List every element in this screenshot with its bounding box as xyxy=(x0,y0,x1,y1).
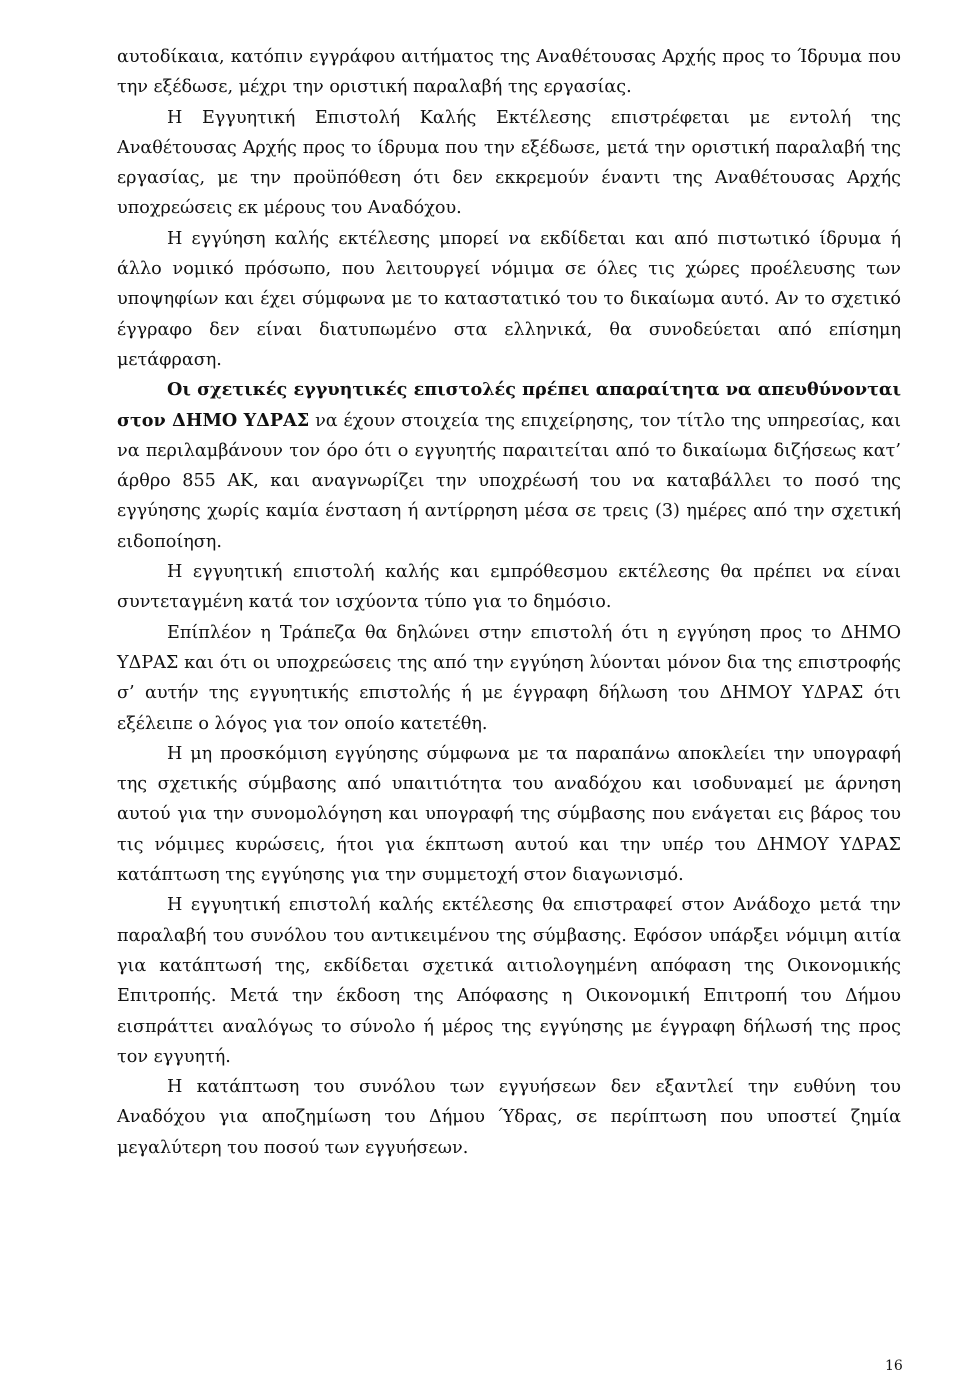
paragraph-continuation: αυτοδίκαια, κατόπιν εγγράφου αιτήματος της Αναθέτουσας Αρχής προς το Ίδρυμα που την εξέδωσε, μέχρι την οριστική παραλαβή της εργασίας. xyxy=(117,47,901,98)
paragraph-guarantee-issuer: Η εγγύηση καλής εκτέλεσης μπορεί να εκδίδεται και από πιστωτικό ίδρυμα ή άλλο νομικό πρόσωπο, που λειτουργεί νόμιμα σε όλες τις χώρες προέλευσης των υποψηφίων και έχει σύμφωνα με το καταστατικό του το δικαίωμα αυτό. Αν το σχετικό έγγραφο δεν είναι διατυπωμένο στα ελληνικά, θα συνοδεύεται από επίσημη μετάφραση. xyxy=(117,228,901,370)
paragraph-guarantee-addressee xyxy=(117,375,901,557)
paragraph-bank-declaration: Επίπλέον η Τράπεζα θα δηλώνει στην επιστολή ότι η εγγύηση προς το ΔΗΜΟ ΥΔΡΑΣ και ότι οι υποχρεώσεις της από την εγγύηση λύονται μόνον δια της επιστροφής σ’ αυτήν της εγγυητικής επιστολής ή με έγγραφη δήλωση του ΔΗΜΟΥ ΥΔΡΑΣ ότι εξέλειπε ο λόγος για τον οποίο κατετέθη. xyxy=(117,622,901,734)
paragraph-guarantee-format: Η εγγυητική επιστολή καλής και εμπρόθεσμου εκτέλεσης θα πρέπει να είναι συντεταγμένη κατά τον ισχύοντα τύπο για το δημόσιο. xyxy=(117,562,901,613)
paragraph-non-submission: Η μη προσκόμιση εγγύησης σύμφωνα με τα παραπάνω αποκλείει την υπογραφή της σχετικής σύμβασης από υπαιτιότητα του αναδόχου και ισοδυναμεί με άρνηση αυτού για την συνομολόγηση και υπογραφή της σύμβασης που ενάγεται εις βάρος του τις νόμιμες κυρώσεις, ήτοι για έκπτωση αυτού και την υπέρ του ΔΗΜΟΥ ΥΔΡΑΣ κατάπτωση της εγγύησης για την συμμετοχή στον διαγωνισμό. xyxy=(117,743,901,886)
document-page xyxy=(117,42,901,1163)
paragraph-text: να έχουν στοιχεία της επιχείρησης, τον τίτλο της υπηρεσίας, και να περιλαμβάνουν τον όρο ότι ο εγγυητής παραιτείται από το δικαίωμα διζήσεως κατ’ άρθρο 855 ΑΚ, και αναγνωρίζει την υποχρέωσή του να καταβάλλει το ποσό της εγγύησης χωρίς καμία ένσταση ή αντίρρηση μέσα σε τρεις (3) ημέρες από την σχετική ειδοποίηση. xyxy=(117,410,901,552)
paragraph-guarantee-return: Η Εγγυητική Επιστολή Καλής Εκτέλεσης επιστρέφεται με εντολή της Αναθέτουσας Αρχής προς το ίδρυμα που την εξέδωσε, μετά την οριστική παραλαβή της εργασίας, με την προϋπόθεση ότι δεν εκκρεμούν έναντι της Αναθέτουσας Αρχής υποχρεώσεις εκ μέρους του Αναδόχου. xyxy=(117,107,901,219)
bold-emphasis: Οι σχετικές εγγυητικές επιστολές πρέπει απαραίτητα να απευθύνονται στον ΔΗΜΟ ΥΔΡΑΣ xyxy=(117,379,901,431)
paragraph-guarantee-forfeiture: Η εγγυητική επιστολή καλής εκτέλεσης θα επιστραφεί στον Ανάδοχο μετά την παραλαβή του συνόλου του αντικειμένου της σύμβασης. Εφόσον υπάρξει νόμιμη αιτία για κατάπτωσή της, εκδίδεται σχετικά αιτιολογημένη απόφαση της Οικονομικής Επιτροπής. Μετά την έκδοση της Απόφασης η Οικονομική Επιτροπή του Δήμου εισπράττει αναλόγως το σύνολο ή μέρος της εγγύησης με έγγραφη δήλωσή της προς τον εγγυητή. xyxy=(117,895,901,1067)
page-number: 16 xyxy=(885,1358,903,1374)
paragraph-liability: Η κατάπτωση του συνόλου των εγγυήσεων δεν εξαντλεί την ευθύνη του Αναδόχου για αποζημίωση του Δήμου Ύδρας, σε περίπτωση που υποστεί ζημία μεγαλύτερη του ποσού των εγγυήσεων. xyxy=(117,1077,901,1158)
